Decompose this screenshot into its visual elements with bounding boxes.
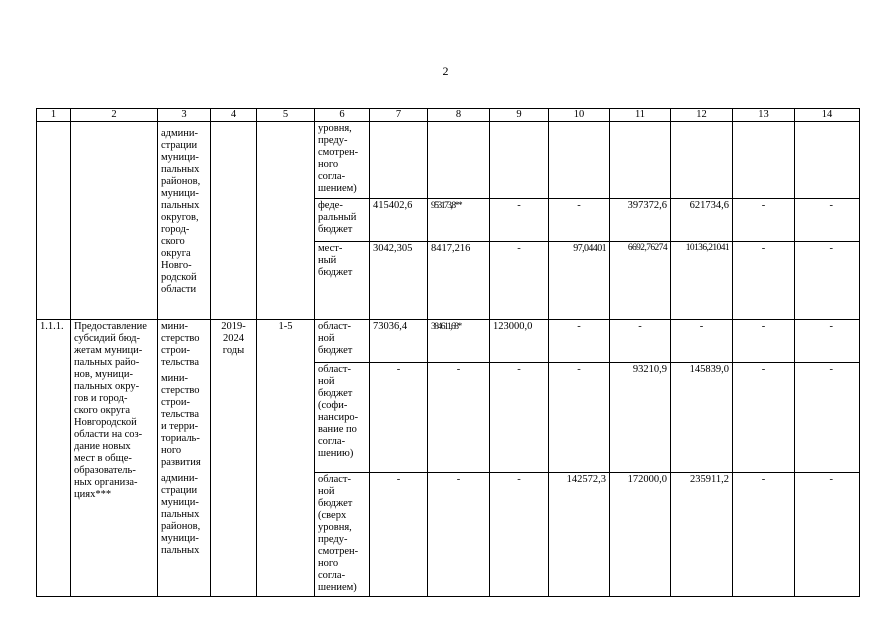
value-cell: - [370, 363, 428, 473]
value-cell: - [733, 199, 795, 242]
value-cell: - [733, 363, 795, 473]
funding-source: област- ной бюджет (сверх уровня, преду- смотрен- ного согла- шением) [315, 473, 370, 597]
executor-1: мини- стерство строи- тельства [161, 321, 200, 368]
indicator-cell [257, 122, 315, 320]
value-cell: 123000,0 [490, 320, 549, 363]
value-cell: 10136,21041 [671, 242, 733, 320]
column-number: 11 [610, 109, 671, 122]
value-cell: 93210,9 [610, 363, 671, 473]
value-cell [370, 122, 428, 199]
value-cell: 3042,305 [370, 242, 428, 320]
column-number: 5 [257, 109, 315, 122]
column-number: 10 [549, 109, 610, 122]
column-number: 1 [37, 109, 71, 122]
value-cell: 953173,8** [428, 199, 490, 242]
value-cell [428, 122, 490, 199]
funding-source: феде- ральный бюджет [315, 199, 370, 242]
funding-source: уровня, преду- смотрен- ного согла- шением) [315, 122, 370, 199]
funding-source: област- ной бюджет (софи- нансиро- вание по согла- шению) [315, 363, 370, 473]
value-cell [795, 122, 860, 199]
value-cell: 97,04401 [549, 242, 610, 320]
executor-3: админи- страции муници- пальных районов, муници- пальных [161, 473, 201, 556]
value-cell: - [610, 320, 671, 363]
value-cell: - [795, 320, 860, 363]
item-number-cell [37, 122, 71, 320]
item-title-cell [71, 122, 158, 320]
item-number: 1.1.1. [37, 320, 71, 597]
executor-cell [158, 320, 211, 597]
value-cell: 415402,6 [370, 199, 428, 242]
value-cell: - [490, 199, 549, 242]
value-cell: - [733, 242, 795, 320]
value-cell: 235911,2 [671, 473, 733, 597]
column-number: 4 [211, 109, 257, 122]
column-number: 12 [671, 109, 733, 122]
executor-2: мини- стерство строи- тельства и терри- ториаль- ного развития [161, 373, 201, 468]
value-cell: - [428, 473, 490, 597]
item-title: Предоставление субсидий бюд- жетам муници- пальных райо- нов, муници- пальных окру- гов и город- ского округа Новгородской области на соз- дание новых мест в обще- образователь- ных организа- циях*** [71, 320, 158, 597]
value-cell: 73036,4 [370, 320, 428, 363]
column-number: 14 [795, 109, 860, 122]
value-cell [733, 122, 795, 199]
value-cell: - [795, 473, 860, 597]
column-number: 6 [315, 109, 370, 122]
column-number: 9 [490, 109, 549, 122]
value-cell: - [733, 320, 795, 363]
value-cell: - [370, 473, 428, 597]
column-number: 3 [158, 109, 211, 122]
value-cell: - [795, 363, 860, 473]
column-number: 13 [733, 109, 795, 122]
value-cell [610, 122, 671, 199]
value-cell: - [733, 473, 795, 597]
value-cell: 621734,6 [671, 199, 733, 242]
page-number: 2 [442, 64, 449, 78]
executor-cell: админи- страции муници- пальных районов, муници- пальных округов, город- ского округа Новго- родской области [158, 122, 211, 320]
value-cell [549, 122, 610, 199]
column-number-row [37, 109, 860, 122]
funding-source: област- ной бюджет [315, 320, 370, 363]
value-cell: 6692,76274 [610, 242, 671, 320]
program-table [36, 108, 860, 597]
column-number: 2 [71, 109, 158, 122]
indicators: 1-5 [257, 320, 315, 597]
value-cell: - [549, 320, 610, 363]
column-number: 7 [370, 109, 428, 122]
value-cell: - [549, 363, 610, 473]
value-cell [490, 122, 549, 199]
value-cell: - [490, 473, 549, 597]
value-cell: - [490, 242, 549, 320]
value-cell: - [671, 320, 733, 363]
value-cell: - [549, 199, 610, 242]
funding-source: мест- ный бюджет [315, 242, 370, 320]
value-cell: 397372,6 [610, 199, 671, 242]
value-cell: - [795, 199, 860, 242]
value-cell: 142572,3 [549, 473, 610, 597]
value-cell: - [490, 363, 549, 473]
column-number: 8 [428, 109, 490, 122]
table-row [37, 320, 860, 363]
value-cell: 384611,68* [428, 320, 490, 363]
value-cell [671, 122, 733, 199]
value-cell: 145839,0 [671, 363, 733, 473]
period: 2019- 2024 годы [211, 320, 257, 597]
value-cell: 172000,0 [610, 473, 671, 597]
table-row [37, 122, 860, 199]
value-cell: 8417,216 [428, 242, 490, 320]
period-cell [211, 122, 257, 320]
value-cell: - [795, 242, 860, 320]
value-cell: - [428, 363, 490, 473]
